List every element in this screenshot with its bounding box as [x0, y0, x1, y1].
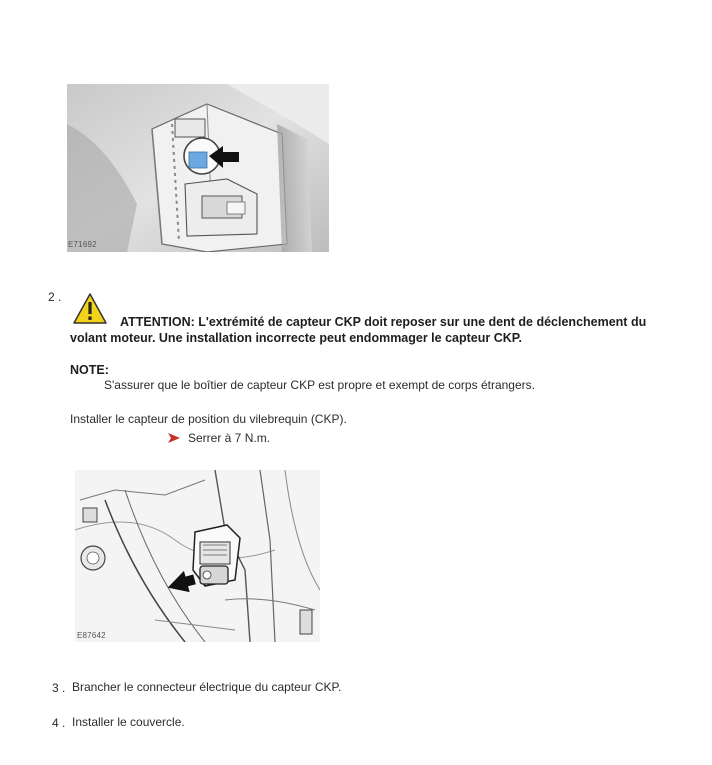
warning-text-line1: ATTENTION: L'extrémité de capteur CKP doit reposer sur une dent de déclenchement du	[120, 315, 647, 329]
figure-sensor-housing	[67, 84, 329, 252]
figure-ckp-sensor	[75, 470, 320, 642]
note-text: S'assurer que le boîtier de capteur CKP est propre et exempt de corps étrangers.	[104, 378, 535, 392]
warning-text-line2: volant moteur. Une installation incorrecte peut endommager le capteur CKP.	[70, 331, 522, 345]
note-label: NOTE:	[70, 363, 109, 377]
torque-arrow-icon	[167, 432, 181, 444]
step-number: 3 .	[52, 681, 66, 695]
figure-id-label: E71692	[68, 240, 97, 249]
ckp-sensor-installation-photo	[75, 470, 320, 642]
torque-text: Serrer à 7 N.m.	[188, 431, 271, 445]
figure-id-label: E87642	[77, 631, 106, 640]
step-instruction: Installer le capteur de position du vilebrequin (CKP).	[70, 412, 347, 426]
warning-triangle-icon	[72, 292, 108, 326]
step-instruction: Installer le couvercle.	[72, 715, 185, 729]
sensor-housing-photo	[67, 84, 329, 252]
step-number: 2 .	[48, 290, 62, 304]
step-instruction: Brancher le connecteur électrique du capteur CKP.	[72, 680, 342, 694]
step-number: 4 .	[52, 716, 66, 730]
